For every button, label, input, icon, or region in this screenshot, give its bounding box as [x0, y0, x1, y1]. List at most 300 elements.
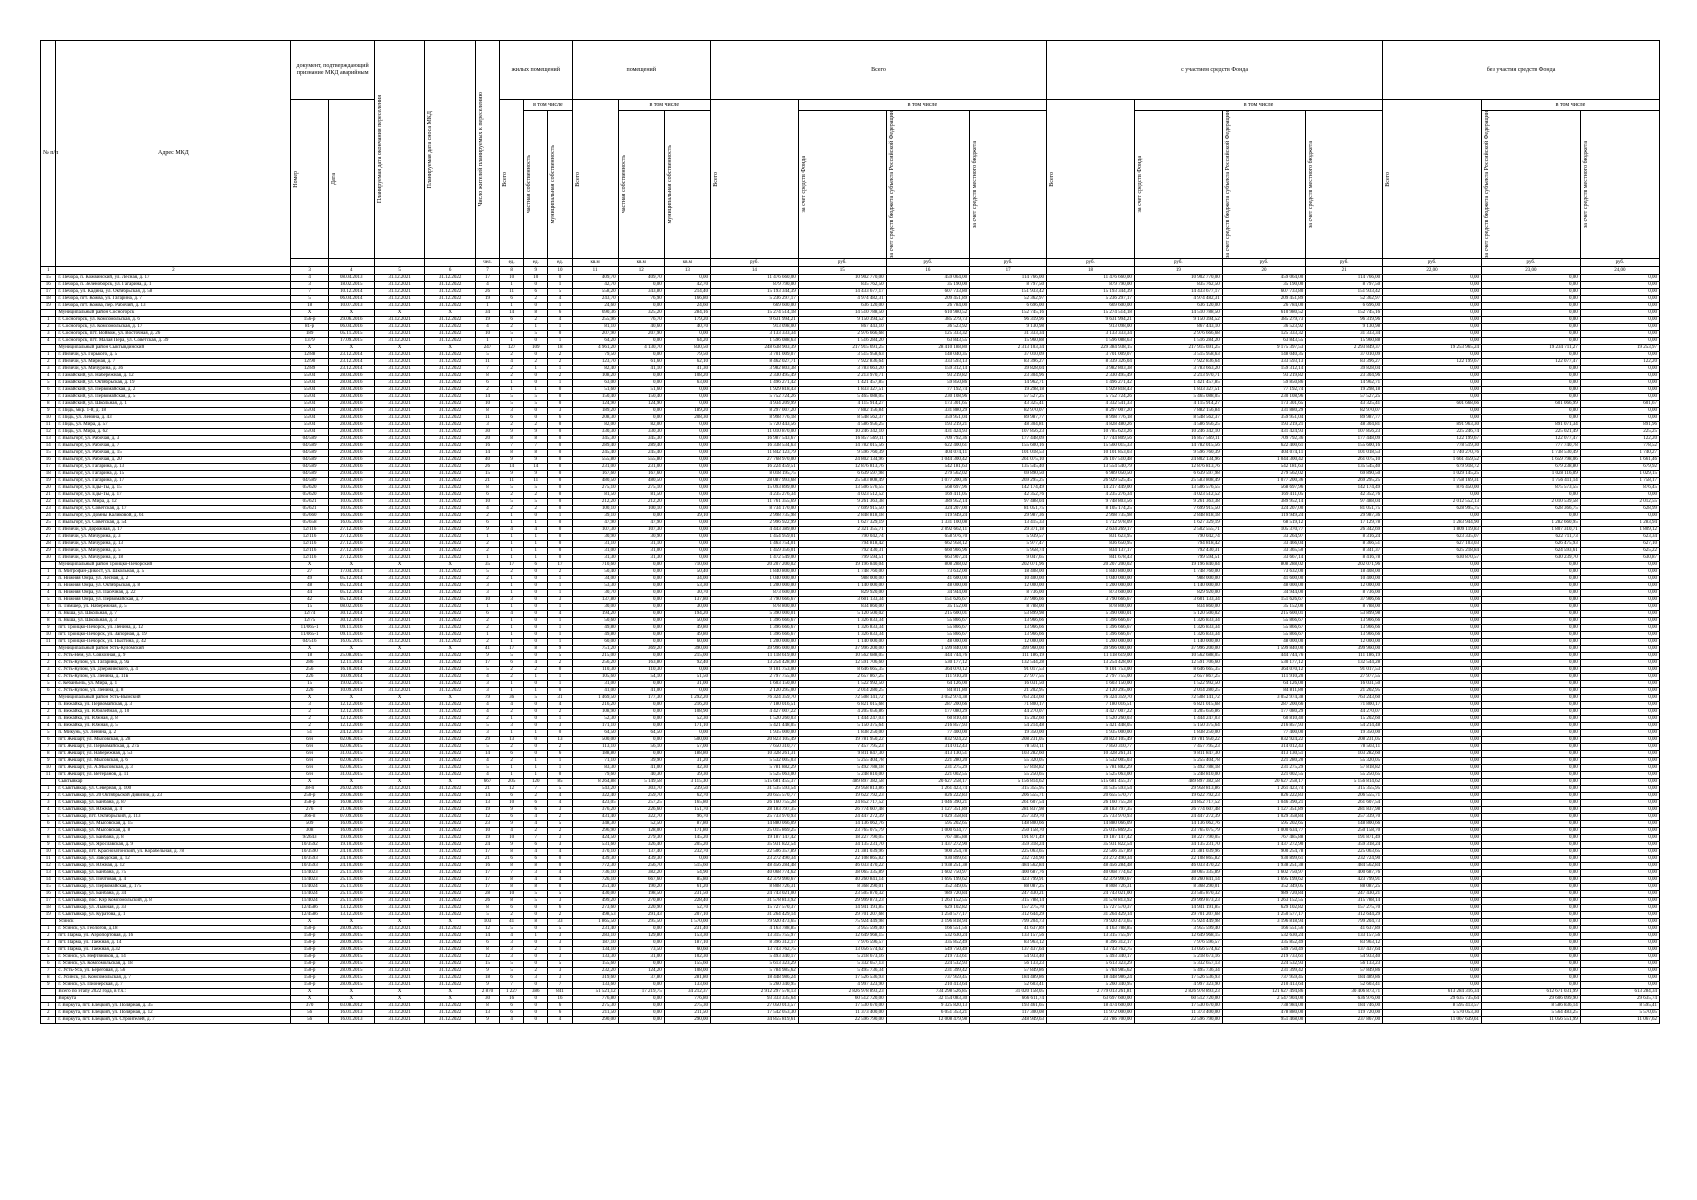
table-cell: 83 963,12 [970, 939, 1047, 946]
table-cell: 1 [524, 673, 548, 680]
table-cell: 0 [524, 701, 548, 708]
table-cell: 17 [41, 897, 56, 904]
table-cell: 2 092 662,11 [886, 526, 969, 533]
table-cell: 5 [41, 953, 56, 960]
table-cell: 1 200 000,00 [1047, 582, 1135, 589]
table-cell: 8 788,00 [970, 603, 1047, 610]
table-cell: 10 246 342,10 [1134, 428, 1222, 435]
table-cell: 31.12.2021 [374, 575, 425, 582]
table-row [41, 722, 1660, 729]
table-cell: 93 219,82 [886, 372, 969, 379]
table-cell: 15 960,88 [970, 337, 1047, 344]
table-cell: 37 906,66 [970, 596, 1047, 603]
table-row [41, 589, 1660, 596]
table-cell: 0,00 [1580, 953, 1659, 960]
table-cell: 0,00 [664, 442, 710, 449]
table-cell: 7 [500, 981, 524, 988]
table-cell: 776,80 [572, 995, 618, 1002]
table-cell: 166 551,56 [886, 925, 969, 932]
table-cell: 37 996 200,00 [798, 645, 886, 652]
table-cell: 76,90 [618, 295, 664, 302]
table-cell: 6 [41, 960, 56, 967]
table-cell: 9 811 847,30 [1134, 750, 1222, 757]
table-cell: 31.12.2022 [425, 442, 476, 449]
table-row [41, 771, 1660, 778]
table-cell: 09.11.2016 [328, 631, 374, 638]
table-cell: 5 [548, 652, 572, 659]
table-cell: 1 [524, 386, 548, 393]
table-cell: 988 000,00 [798, 575, 886, 582]
table-cell: 37,80 [618, 974, 664, 981]
table-cell: 155 600,16 [1306, 442, 1383, 449]
table-cell: 1 935 000,00 [1047, 729, 1135, 736]
table-cell: 25 583 808,49 [1134, 477, 1222, 484]
table-cell: X [374, 694, 425, 701]
table-cell: 31 333,34 [1306, 330, 1383, 337]
table-cell: 103 282,60 [970, 750, 1047, 757]
table-cell: 31.12.2022 [425, 862, 476, 869]
table-cell: 225,25 [1580, 428, 1659, 435]
table-cell: 5 784 985,62 [710, 967, 798, 974]
table-cell: 14 136 062,76 [798, 820, 886, 827]
table-cell: 31.12.2022 [425, 729, 476, 736]
table-cell: 630 239,70 [1481, 554, 1580, 561]
table-cell: 10 [41, 848, 56, 855]
table-cell: 1 [548, 582, 572, 589]
table-cell: 81-р [291, 323, 328, 330]
table-cell: 4 586 956,25 [798, 421, 886, 428]
table-cell: 25.11.2016 [328, 897, 374, 904]
table-cell: 12.12.2016 [328, 722, 374, 729]
table-cell: 02.06.2015 [328, 736, 374, 743]
table-cell: 20 [475, 435, 499, 442]
table-cell: 1 [500, 582, 524, 589]
table-cell: 690,36 [572, 309, 618, 316]
table-cell: 4 [475, 323, 499, 330]
table-cell: 444 744,76 [886, 652, 969, 659]
table-cell: 4 934 209,99 [710, 400, 798, 407]
table-cell: 5 720 443,56 [710, 421, 798, 428]
col-doc-header: документ, подтверждающий признание МКД аварийным [291, 41, 374, 100]
table-cell: 96 319,96 [1306, 316, 1383, 323]
address-cell: г. Воркута, пгт. Елецкий, ул. Строителей, д. 7 [56, 1016, 291, 1023]
address-cell: п. Вежайка, ул. Южная, д. 5 [56, 722, 291, 729]
table-cell: 247 430,21 [1306, 890, 1383, 897]
table-cell: 1 283,94 [1580, 519, 1659, 526]
table-cell: 2 [41, 932, 56, 939]
table-cell: 103 [475, 918, 499, 925]
table-cell: 15 202,60 [1306, 715, 1383, 722]
table-cell: 8 339 326,04 [1047, 358, 1135, 365]
table-cell: 31.12.2022 [425, 764, 476, 771]
table-cell: 40,60 [618, 323, 664, 330]
table-cell: 0,00 [1481, 596, 1580, 603]
table-cell: 52,30 [664, 715, 710, 722]
address-cell: Сыктывкар [56, 778, 291, 785]
table-cell: 231,00 [572, 463, 618, 470]
table-cell: 3 790 666,67 [710, 596, 798, 603]
table-cell: X [425, 561, 476, 568]
table-cell: 4 [524, 526, 548, 533]
table-row [41, 785, 1660, 792]
table-cell: 1 [548, 379, 572, 386]
table-cell: 221 002,55 [1222, 771, 1305, 778]
table-cell: 12 000,00 [970, 582, 1047, 589]
table-cell: 261 075,10 [1306, 456, 1383, 463]
table-cell: 107,30 [618, 526, 664, 533]
table-cell: 0,00 [1383, 750, 1482, 757]
table-cell: 0 [524, 680, 548, 687]
table-cell: 10/3592 [291, 841, 328, 848]
table-cell: 14 [475, 750, 499, 757]
table-cell: 0 [524, 953, 548, 960]
address-cell: пгт. Троицко-Печорск, ул. Пыстина, д. 42 [56, 638, 291, 645]
table-cell: 35 190,00 [886, 281, 969, 288]
col-area-private-header: частная собственность [620, 155, 627, 214]
table-cell: 17 [475, 869, 499, 876]
table-cell: 31.12.2022 [425, 582, 476, 589]
address-cell: г. Выльгорт, ул. Рабочая, д. 20 [56, 456, 291, 463]
table-cell: 26 [475, 897, 499, 904]
table-cell: 26 784,00 [886, 302, 969, 309]
table-cell: 163,80 [618, 659, 664, 666]
table-cell: 2 [500, 911, 524, 918]
table-cell: 25.08.2015 [328, 652, 374, 659]
table-cell: 17 [41, 463, 56, 470]
table-cell: 14 510 788,50 [798, 309, 886, 316]
table-cell: 324 207,00 [1222, 505, 1305, 512]
address-cell: г. Печора, пгт. Кожва, ул. Гагарина, д. 7 [56, 295, 291, 302]
table-cell: 20 823 105,49 [1047, 736, 1135, 743]
table-cell: 9 101 753,00 [1047, 666, 1135, 673]
table-cell: 215,00 [572, 652, 618, 659]
table-cell: 623,34 [1580, 533, 1659, 540]
table-cell: 0 [548, 442, 572, 449]
table-cell: 15 [41, 274, 56, 281]
table-cell: 14 782 015,56 [798, 442, 886, 449]
table-cell: 10 [524, 274, 548, 281]
table-cell: 2 [500, 743, 524, 750]
table-cell: 12 000,00 [970, 638, 1047, 645]
table-cell: 424,50 [572, 834, 618, 841]
table-cell: 3 982 803,38 [1047, 365, 1135, 372]
table-cell: 8 736,00 [970, 589, 1047, 596]
table-cell: 79,50 [572, 351, 618, 358]
table-row [41, 638, 1660, 645]
table-cell: 1 522 992,50 [798, 680, 886, 687]
table-cell: 31.12.2021 [374, 1009, 425, 1016]
table-cell: 7 180 016,51 [1047, 701, 1135, 708]
table-cell: 31.12.2022 [425, 603, 476, 610]
table-cell: 3 790 666,67 [1047, 596, 1135, 603]
table-cell: 247 [475, 344, 499, 351]
table-cell: 489 897 382,58 [798, 778, 886, 785]
table-cell: 9 [524, 428, 548, 435]
table-cell: 269 295,25 [1306, 477, 1383, 484]
table-cell: 0 [524, 589, 548, 596]
table-cell: 9 [524, 456, 548, 463]
table-cell: 0,00 [618, 337, 664, 344]
table-cell: 10.12.2014 [328, 288, 374, 295]
table-cell: 12/88 [291, 351, 328, 358]
table-cell: 31.12.2022 [425, 568, 476, 575]
table-cell: 636 976,00 [1306, 995, 1383, 1002]
table-cell: 390,00 [664, 645, 710, 652]
table-cell: 5 939,57 [970, 533, 1047, 540]
table-cell: 2 [500, 351, 524, 358]
table-cell: 12.12.2016 [328, 715, 374, 722]
table-cell: 11 [41, 421, 56, 428]
table-cell: 73 632,00 [1222, 568, 1305, 575]
table-cell: 216 857,93 [1222, 722, 1305, 729]
table-cell: 256,20 [572, 659, 618, 666]
table-row [41, 680, 1660, 687]
table-cell: 16 [475, 442, 499, 449]
table-cell: 17 [475, 876, 499, 883]
table-cell: 12 [41, 862, 56, 869]
table-cell: 31.12.2021 [374, 617, 425, 624]
table-cell: 31.12.2021 [374, 904, 425, 911]
table-cell: 177 448,09 [970, 435, 1047, 442]
table-cell: 0 [548, 687, 572, 694]
table-cell: 05/620 [291, 491, 328, 498]
table-cell: 0,00 [1481, 715, 1580, 722]
table-cell: 4 961,20 [572, 344, 618, 351]
table-cell: 215 600,01 [1222, 610, 1305, 617]
table-cell: 123,70 [572, 358, 618, 365]
table-cell: 6 [41, 687, 56, 694]
table-cell: 37 010,09 [1306, 351, 1383, 358]
table-cell: 8 [500, 862, 524, 869]
table-cell: 231,50 [664, 890, 710, 897]
table-cell: 359 951,04 [1222, 414, 1305, 421]
table-cell: 0,00 [1580, 645, 1659, 652]
table-cell: 0,00 [1383, 302, 1482, 309]
table-cell: 3 [291, 701, 328, 708]
table-cell: 5 255 404,78 [1134, 757, 1222, 764]
table-cell: 36 523,92 [1222, 323, 1305, 330]
table-cell: 75 924 449,98 [1134, 918, 1222, 925]
table-cell: 8 [475, 407, 499, 414]
table-cell: 64 126,00 [1222, 680, 1305, 687]
table-cell: 1 326 833,34 [1134, 631, 1222, 638]
table-cell: 05.12.2014 [328, 589, 374, 596]
table-cell: 41,30 [664, 365, 710, 372]
table-cell: 1379 [291, 337, 328, 344]
column-number: 15 [798, 266, 886, 274]
table-cell: 4 [500, 358, 524, 365]
table-cell: 0,00 [1383, 799, 1482, 806]
table-cell: 26 160 755,28 [1047, 799, 1135, 806]
table-cell: 16.09.2016 [328, 827, 374, 834]
table-cell: 737 959,45 [886, 974, 969, 981]
table-cell: 0 [524, 596, 548, 603]
table-cell: 6 [524, 841, 548, 848]
table-cell: 0,00 [664, 505, 710, 512]
table-row [41, 806, 1660, 813]
table-cell: 326,40 [618, 841, 664, 848]
table-cell: 28 410 188,80 [886, 344, 969, 351]
table-cell: 2 [500, 421, 524, 428]
table-cell: 34 855 819,61 [710, 1016, 798, 1023]
table-cell: 23 272 490,34 [1047, 855, 1135, 862]
table-cell: 4 163 788,85 [1047, 925, 1135, 932]
table-cell: 16 031,50 [970, 680, 1047, 687]
table-cell: 0,00 [1481, 960, 1580, 967]
table-cell: 4 235 276,34 [710, 491, 798, 498]
table-cell: 85,80 [664, 876, 710, 883]
table-row [41, 925, 1660, 932]
table-cell: 0,00 [1481, 337, 1580, 344]
table-cell: 0,00 [1580, 967, 1659, 974]
table-cell: 14 217 449,00 [1047, 484, 1135, 491]
column-number: 2 [56, 266, 291, 274]
table-cell: 75 924 449,98 [798, 918, 886, 925]
table-cell: 10 [500, 274, 524, 281]
table-cell: 31.12.2022 [425, 428, 476, 435]
table-cell: 31.12.2022 [425, 449, 476, 456]
table-row [41, 316, 1660, 323]
table-cell: 625 218,84 [1383, 547, 1482, 554]
table-cell: 6 [41, 736, 56, 743]
table-cell: 03.08.2012 [328, 1002, 374, 1009]
table-cell: 55 866,67 [1222, 624, 1305, 631]
table-cell: 50,60 [664, 617, 710, 624]
table-cell: 1 [475, 631, 499, 638]
table-cell: 1 044 300,42 [886, 456, 969, 463]
table-cell: 878 800,00 [1047, 603, 1135, 610]
table-cell: 629 102,82 [886, 904, 969, 911]
table-cell: 325,20 [618, 309, 664, 316]
col-area-incl-header: в том числе [618, 100, 710, 111]
table-cell: 364 070,12 [1222, 666, 1305, 673]
table-cell: 31.12.2022 [425, 820, 476, 827]
table-cell: 1 603 150,00 [1047, 680, 1135, 687]
table-row [41, 295, 1660, 302]
table-cell: 15 727 570,37 [1047, 904, 1135, 911]
table-cell: 60 512 720,00 [1134, 995, 1222, 1002]
table-cell: 0,00 [1383, 827, 1482, 834]
table-row [41, 414, 1660, 421]
table-cell: 0 [524, 617, 548, 624]
table-cell: 11 842 123,79 [710, 449, 798, 456]
table-cell: 11 [41, 771, 56, 778]
table-cell: 0,00 [618, 379, 664, 386]
table-cell: 0,00 [618, 414, 664, 421]
table-cell: 1 758,17 [1580, 477, 1659, 484]
table-cell: 0,00 [1383, 890, 1482, 897]
table-cell: 1 596 088,63 [710, 337, 798, 344]
table-cell: 0,00 [1383, 981, 1482, 988]
table-cell: 71,10 [572, 757, 618, 764]
table-cell: 8 [500, 848, 524, 855]
table-cell: 34 944,00 [1222, 589, 1305, 596]
table-cell: 0,00 [1481, 568, 1580, 575]
table-cell: 0 [524, 1016, 548, 1023]
column-number: 21 [1306, 266, 1383, 274]
table-cell: 0 [524, 302, 548, 309]
table-cell: 8 396 312,17 [1047, 939, 1135, 946]
table-cell: 8 998 776,18 [710, 414, 798, 421]
table-cell: 15 727 570,37 [710, 904, 798, 911]
table-cell: 0,00 [1481, 925, 1580, 932]
table-cell: 25.11.2016 [328, 869, 374, 876]
table-cell: 2 [500, 757, 524, 764]
table-cell: 8 368 290,01 [798, 883, 886, 890]
table-cell: 1 396 666,67 [1047, 624, 1135, 631]
table-cell: 125 333,32 [1222, 330, 1305, 337]
table-cell: 52,50 [618, 820, 664, 827]
table-cell: 3 [41, 799, 56, 806]
table-cell: 2 [548, 743, 572, 750]
table-cell: 835 762,50 [1134, 281, 1222, 288]
table-cell: 31.12.2022 [425, 295, 476, 302]
table-cell: 2 [41, 1009, 56, 1016]
table-cell: 205,20 [664, 841, 710, 848]
table-cell: 0,00 [618, 925, 664, 932]
table-cell: 1 [500, 729, 524, 736]
table-cell: 5 421 448,05 [710, 722, 798, 729]
table-cell: 52 362,97 [1306, 295, 1383, 302]
table-cell: 232 724,90 [1306, 855, 1383, 862]
table-cell: 171,10 [572, 722, 618, 729]
table-cell: 04/589 [291, 456, 328, 463]
table-cell: 5 [41, 680, 56, 687]
table-cell: 31.03.2015 [328, 771, 374, 778]
table-cell: 3 [41, 715, 56, 722]
table-cell: 290,00 [664, 1016, 710, 1023]
address-cell: г. Сосногорск, ул. Комсомольская, д. 6 [56, 316, 291, 323]
table-cell: 0,00 [664, 519, 710, 526]
column-number: 17 [970, 266, 1047, 274]
table-cell: 0,00 [1383, 848, 1482, 855]
municipality-row [41, 694, 1660, 701]
table-cell: 108,90 [572, 708, 618, 715]
table-cell: 27.12.2016 [328, 533, 374, 540]
table-cell: 595 202,65 [886, 820, 969, 827]
table-cell: 0,00 [618, 701, 664, 708]
table-cell: 28.04.2016 [328, 428, 374, 435]
table-cell: 29.04.2016 [328, 477, 374, 484]
table-cell: X [291, 344, 328, 351]
table-cell: 281 837,98 [1306, 806, 1383, 813]
table-cell: 0 [524, 603, 548, 610]
table-cell: 0,00 [1580, 309, 1659, 316]
table-cell: 71 800,17 [970, 701, 1047, 708]
table-cell: 79,60 [572, 771, 618, 778]
table-cell: 1 695 199,62 [1222, 876, 1305, 883]
table-row [41, 883, 1660, 890]
table-cell: 1 516 284,20 [1134, 337, 1222, 344]
table-cell: X [425, 918, 476, 925]
table-cell: 151 933,42 [970, 288, 1047, 295]
table-cell: 8 341,37 [1306, 547, 1383, 554]
municipality-row [41, 778, 1660, 785]
table-cell: 2 012,55 [1580, 498, 1659, 505]
table-cell: 31.12.2021 [374, 407, 425, 414]
table-cell: 352 349,05 [1222, 883, 1305, 890]
table-cell: 1 040 000,00 [710, 575, 798, 582]
table-cell: 44 [291, 589, 328, 596]
table-cell: 5 236 297,17 [710, 295, 798, 302]
table-cell: 0,00 [1580, 946, 1659, 953]
table-cell: 133 157,56 [970, 932, 1047, 939]
table-cell: 8 646 665,35 [798, 666, 886, 673]
table-cell: 31.12.2022 [425, 848, 476, 855]
table-cell: 12 649 968,15 [1134, 932, 1222, 939]
table-cell: 3 [548, 932, 572, 939]
col-premises-header: помещений [572, 41, 710, 100]
